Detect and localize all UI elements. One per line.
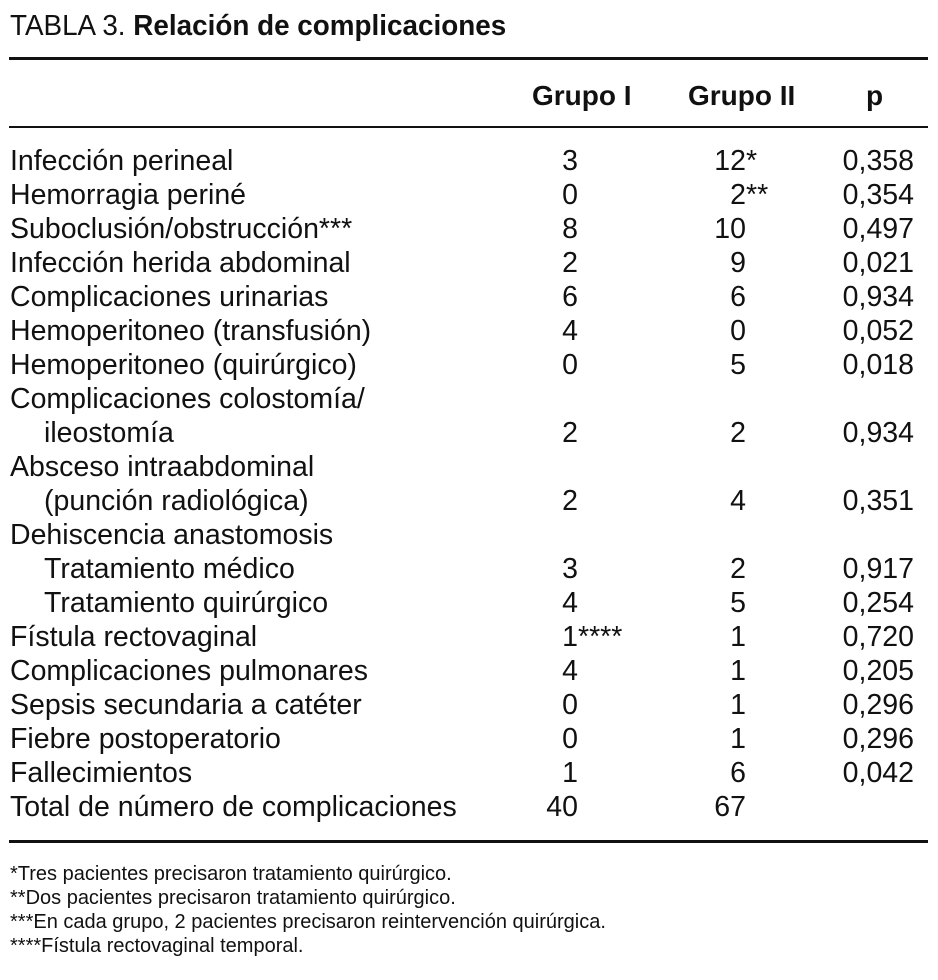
row-label: Suboclusión/obstrucción***	[10, 213, 353, 245]
row-label: Dehiscencia anastomosis	[10, 519, 334, 551]
row-label: Fístula rectovaginal	[10, 621, 258, 653]
p-value	[836, 688, 914, 722]
group-2-value-number: 5	[730, 587, 746, 619]
row-label: Hemorragia periné	[10, 179, 247, 211]
group-1-value-number: 2	[562, 247, 578, 279]
header-group-2: Grupo II	[688, 80, 796, 111]
footnote-marker: ****	[578, 621, 623, 653]
footnote: *Tres pacientes precisaron tratamiento quirúrgico.	[10, 863, 452, 885]
group-2-value	[690, 212, 746, 246]
group-1-value	[538, 552, 578, 586]
p-value-number: 0,205	[842, 655, 914, 687]
group-1-value	[538, 280, 578, 314]
header-p-value: p	[866, 80, 884, 111]
table-row	[0, 280, 938, 314]
p-value	[836, 654, 914, 688]
header-rule	[9, 126, 928, 128]
group-2-value-number: 2	[730, 417, 746, 449]
group-1-value	[538, 756, 578, 790]
group-1-value-number: 1	[562, 621, 578, 653]
row-label: Complicaciones colostomía/	[10, 383, 365, 415]
p-value-number: 0,254	[842, 587, 914, 619]
group-2-value	[690, 620, 746, 654]
p-value-number: 0,497	[842, 213, 914, 245]
footnotes	[10, 862, 606, 958]
group-1-value	[538, 688, 578, 722]
p-value	[836, 416, 914, 450]
group-1-value-number: 3	[562, 145, 578, 177]
table-row	[0, 212, 938, 246]
table-row	[0, 144, 938, 178]
row-label: Sepsis secundaria a catéter	[10, 689, 362, 721]
p-value-number: 0,934	[842, 417, 914, 449]
group-2-value	[690, 144, 758, 178]
row-label: Complicaciones pulmonares	[10, 655, 369, 687]
group-1-value-number: 3	[562, 553, 578, 585]
group-1-value	[538, 314, 578, 348]
row-label: Infección herida abdominal	[10, 247, 351, 279]
group-1-value-number: 2	[562, 485, 578, 517]
group-2-value	[690, 552, 746, 586]
row-label: Infección perineal	[10, 145, 234, 177]
group-1-value-number: 40	[546, 791, 578, 823]
group-2-value-number: 2	[730, 179, 746, 211]
footnote: ****Fístula rectovaginal temporal.	[10, 935, 304, 957]
group-2-value-number: 1	[730, 689, 746, 721]
footnote: ***En cada grupo, 2 pacientes precisaron reintervención quirúrgica.	[10, 911, 606, 933]
table-row	[0, 450, 938, 484]
table-row	[0, 756, 938, 790]
p-value	[836, 314, 914, 348]
group-2-value	[690, 654, 746, 688]
table-row	[0, 314, 938, 348]
group-1-value	[538, 144, 578, 178]
p-value	[836, 620, 914, 654]
group-1-value	[538, 416, 578, 450]
group-2-value-number: 4	[730, 485, 746, 517]
row-label: Fiebre postoperatorio	[10, 723, 281, 755]
header-group-1: Grupo I	[532, 80, 632, 111]
group-2-value	[690, 756, 746, 790]
row-label: Tratamiento médico	[44, 553, 295, 585]
table-row	[0, 178, 938, 212]
table-row	[0, 518, 938, 552]
group-1-value-number: 1	[562, 757, 578, 789]
row-label: (punción radiológica)	[44, 485, 309, 517]
table-row	[0, 654, 938, 688]
row-label: ileostomía	[44, 417, 174, 449]
row-label: Hemoperitoneo (quirúrgico)	[10, 349, 357, 381]
row-label: Tratamiento quirúrgico	[44, 587, 329, 619]
table-row	[0, 484, 938, 518]
top-rule	[9, 57, 928, 60]
p-value-number: 0,351	[842, 485, 914, 517]
p-value-number: 0,042	[842, 757, 914, 789]
footnote-marker: **	[746, 179, 769, 211]
group-2-value	[690, 722, 746, 756]
group-2-value	[690, 280, 746, 314]
footnote-marker: *	[746, 145, 758, 177]
table-caption: Relación de complicaciones	[133, 10, 507, 42]
p-value-number: 0,917	[842, 553, 914, 585]
group-2-value-number: 6	[730, 757, 746, 789]
group-1-value-number: 6	[562, 281, 578, 313]
p-value	[836, 756, 914, 790]
footnote: **Dos pacientes precisaron tratamiento quirúrgico.	[10, 887, 456, 909]
group-1-value-number: 4	[562, 315, 578, 347]
group-2-value	[690, 586, 746, 620]
p-value-number: 0,354	[842, 179, 914, 211]
table-row	[0, 552, 938, 586]
p-value-number: 0,052	[842, 315, 914, 347]
p-value	[836, 552, 914, 586]
p-value	[836, 348, 914, 382]
group-1-value	[538, 246, 578, 280]
p-value	[836, 144, 914, 178]
group-2-value-number: 12	[714, 145, 746, 177]
p-value-number: 0,720	[842, 621, 914, 653]
table-row	[0, 620, 938, 654]
group-1-value-number: 0	[562, 689, 578, 721]
table-row	[0, 790, 938, 824]
group-1-value	[538, 484, 578, 518]
p-value-number: 0,934	[842, 281, 914, 313]
p-value-number: 0,358	[842, 145, 914, 177]
p-value-number: 0,296	[842, 723, 914, 755]
group-1-value-number: 0	[562, 723, 578, 755]
group-1-value-number: 0	[562, 349, 578, 381]
group-1-value-number: 4	[562, 655, 578, 687]
group-2-value-number: 1	[730, 723, 746, 755]
group-2-value-number: 67	[714, 791, 746, 823]
group-2-value	[690, 416, 746, 450]
row-label: Fallecimientos	[10, 757, 193, 789]
group-2-value-number: 9	[730, 247, 746, 279]
group-2-value	[690, 314, 746, 348]
group-2-value-number: 10	[714, 213, 746, 245]
row-label: Hemoperitoneo (transfusión)	[10, 315, 372, 347]
group-1-value	[538, 620, 623, 654]
group-2-value	[690, 178, 769, 212]
group-2-value	[690, 246, 746, 280]
p-value	[836, 246, 914, 280]
group-1-value	[538, 212, 578, 246]
p-value	[836, 212, 914, 246]
table-row	[0, 246, 938, 280]
row-label: Complicaciones urinarias	[10, 281, 329, 313]
p-value	[836, 484, 914, 518]
table-row	[0, 348, 938, 382]
group-2-value	[690, 484, 746, 518]
p-value-number: 0,296	[842, 689, 914, 721]
table-row	[0, 688, 938, 722]
group-2-value-number: 6	[730, 281, 746, 313]
group-2-value-number: 1	[730, 621, 746, 653]
group-2-value-number: 5	[730, 349, 746, 381]
group-2-value-number: 2	[730, 553, 746, 585]
group-2-value	[690, 790, 746, 824]
group-2-value-number: 0	[730, 315, 746, 347]
table-body	[0, 144, 938, 824]
p-value	[836, 280, 914, 314]
group-2-value	[690, 688, 746, 722]
group-1-value	[538, 178, 578, 212]
table-row	[0, 586, 938, 620]
group-2-value	[690, 348, 746, 382]
group-1-value-number: 0	[562, 179, 578, 211]
group-2-value-number: 1	[730, 655, 746, 687]
table-row	[0, 722, 938, 756]
group-1-value	[538, 654, 578, 688]
group-1-value	[538, 586, 578, 620]
group-1-value-number: 4	[562, 587, 578, 619]
p-value	[836, 586, 914, 620]
p-value-number: 0,018	[842, 349, 914, 381]
group-1-value	[538, 722, 578, 756]
table-row	[0, 382, 938, 416]
group-1-value	[538, 790, 578, 824]
p-value	[836, 178, 914, 212]
row-label: Total de número de complicaciones	[10, 791, 457, 823]
p-value-number: 0,021	[842, 247, 914, 279]
p-value	[836, 722, 914, 756]
group-1-value-number: 8	[562, 213, 578, 245]
table-title	[10, 6, 506, 46]
group-1-value-number: 2	[562, 417, 578, 449]
row-label: Absceso intraabdominal	[10, 451, 315, 483]
bottom-rule	[9, 840, 928, 843]
table-row	[0, 416, 938, 450]
table-number: TABLA 3.	[10, 10, 126, 42]
group-1-value	[538, 348, 578, 382]
